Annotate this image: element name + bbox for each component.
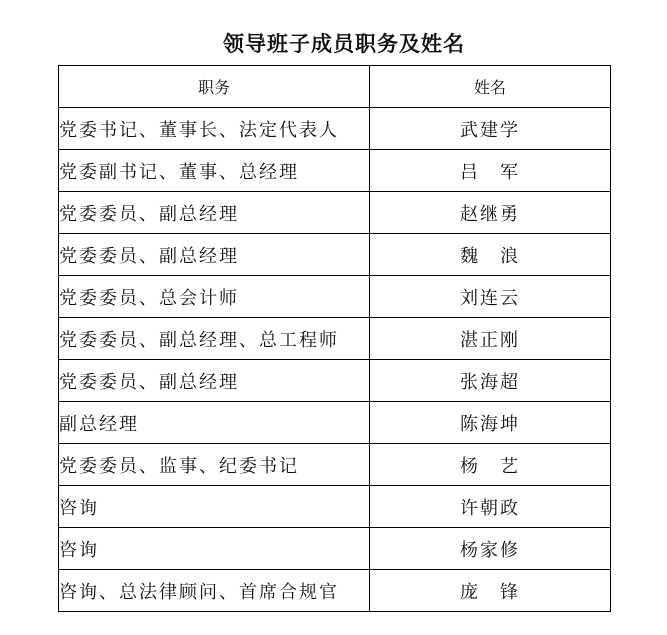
table-row — [59, 108, 611, 150]
table-row — [59, 402, 611, 444]
leadership-table — [58, 65, 611, 612]
position-cell: 党委委员、副总经理 — [59, 360, 370, 402]
position-cell: 党委委员、总会计师 — [59, 276, 370, 318]
table-row — [59, 486, 611, 528]
table-row — [59, 444, 611, 486]
position-cell: 咨询、总法律顾问、首席合规官 — [59, 570, 370, 612]
name-cell: 刘连云 — [370, 276, 611, 318]
name-cell: 赵继勇 — [370, 192, 611, 234]
table-row — [59, 360, 611, 402]
position-cell: 副总经理 — [59, 402, 370, 444]
table-row — [59, 570, 611, 612]
document-title: 领导班子成员职务及姓名 — [223, 32, 465, 56]
name-cell: 武建学 — [370, 108, 611, 150]
header-position: 职务 — [59, 66, 370, 108]
name-cell: 庞 锋 — [370, 570, 611, 612]
header-name: 姓名 — [370, 66, 611, 108]
name-cell: 张海超 — [370, 360, 611, 402]
name-cell: 杨 艺 — [370, 444, 611, 486]
name-cell: 湛正刚 — [370, 318, 611, 360]
table-row — [59, 150, 611, 192]
name-cell: 陈海坤 — [370, 402, 611, 444]
position-cell: 咨询 — [59, 486, 370, 528]
table-row — [59, 234, 611, 276]
position-cell: 党委委员、副总经理 — [59, 192, 370, 234]
position-cell: 党委委员、副总经理、总工程师 — [59, 318, 370, 360]
table-row — [59, 318, 611, 360]
table-row — [59, 276, 611, 318]
name-cell: 吕 军 — [370, 150, 611, 192]
table-row — [59, 528, 611, 570]
position-cell: 党委委员、副总经理 — [59, 234, 370, 276]
table-row — [59, 192, 611, 234]
table-header-row — [59, 66, 611, 108]
position-cell: 党委书记、董事长、法定代表人 — [59, 108, 370, 150]
position-cell: 党委副书记、董事、总经理 — [59, 150, 370, 192]
position-cell: 咨询 — [59, 528, 370, 570]
name-cell: 杨家修 — [370, 528, 611, 570]
name-cell: 许朝政 — [370, 486, 611, 528]
name-cell: 魏 浪 — [370, 234, 611, 276]
position-cell: 党委委员、监事、纪委书记 — [59, 444, 370, 486]
